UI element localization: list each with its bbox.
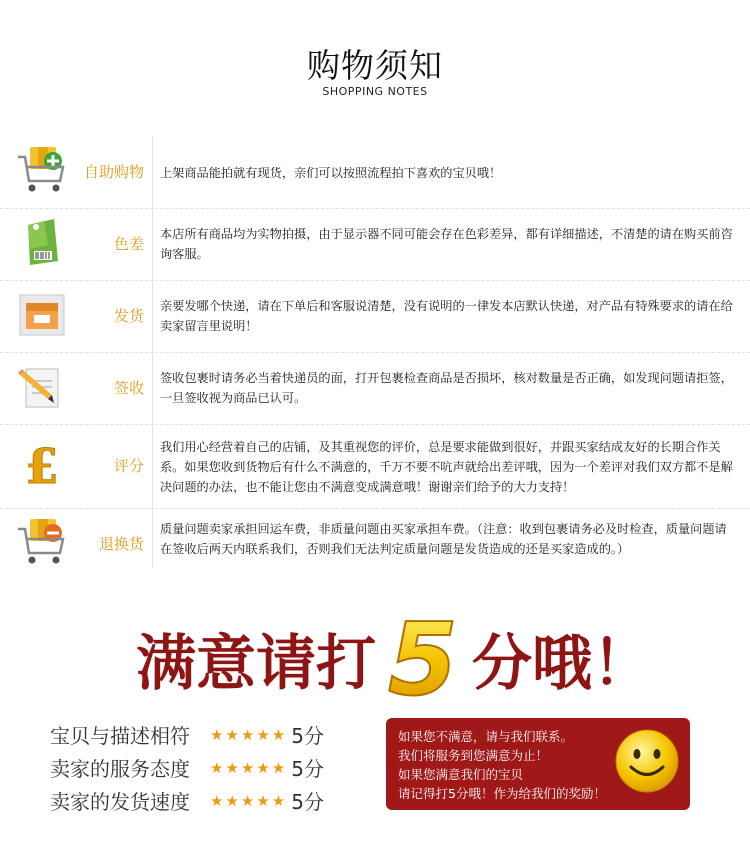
rating-label: 宝贝与描述相符 [50, 724, 190, 748]
star-icons: ★★★★★ [210, 791, 288, 810]
rating-score: 5分 [291, 724, 324, 748]
note-row-rating [0, 425, 750, 509]
note-label: 发货 [113, 307, 144, 325]
note-label: 评分 [113, 457, 144, 475]
note-text: 上架商品能拍就有现货，亲们可以按照流程拍下喜欢的宝贝哦！ [160, 166, 502, 180]
note-label: 自助购物 [83, 163, 144, 181]
rating-row [50, 718, 324, 751]
note-text: 我们用心经营着自己的店铺，及其重视您的评价，总是要求能做到很好，并跟买家结成友好的长期合作关系。如果您收到货物后有什么不满意的，千万不要不吭声就给出差评哦，因为一个差评对我们双方都不是解决问题的办法，也不能让您由不满意变成满意哦！谢谢亲们给予的大力支持！ [160, 440, 733, 494]
message-line: 请记得打5分哦！作为给我们的奖励！ [398, 786, 606, 801]
note-row-shipping [0, 281, 750, 353]
rating-score: 5分 [291, 757, 324, 781]
page-subtitle: SHOPPING NOTES [322, 85, 428, 98]
rating-label: 卖家的发货速度 [50, 790, 190, 814]
note-label: 色差 [113, 235, 144, 253]
note-row-self-service [0, 137, 750, 209]
package-icon [14, 287, 70, 343]
cart-minus-icon [14, 515, 70, 571]
rating-list [50, 718, 324, 817]
note-row-returns [0, 509, 750, 581]
svg-text:£: £ [25, 439, 59, 493]
note-label: 签收 [113, 379, 144, 397]
page-title: 购物须知 [307, 46, 443, 85]
note-text: 质量问题卖家承担回运车费，非质量问题由买家承担车费。（注意：收到包裹请务必及时检查，质量问题请在签收后两天内联系我们，否则我们无法判定质量问题是发货造成的还是买家造成的。） [160, 522, 727, 556]
note-text: 亲要发哪个快递，请在下单后和客服说清楚，没有说明的一律发本店默认快递，对产品有特殊要求的请在给卖家留言里说明！ [160, 299, 733, 333]
banner-number: 5 [388, 601, 458, 710]
rating-row [50, 751, 324, 784]
pencil-document-icon [14, 359, 70, 415]
rating-row [50, 784, 324, 817]
message-line: 我们将服务到您满意为止！ [398, 748, 549, 763]
message-line: 如果您满意我们的宝贝 [398, 767, 524, 782]
cart-plus-icon [14, 143, 70, 199]
rating-banner [0, 600, 750, 710]
note-text: 本店所有商品均为实物拍摄，由于显示器不同可能会存在色彩差异，都有详细描述，不清楚的请在购买前咨询客服。 [160, 227, 733, 261]
contact-message-box [386, 718, 690, 810]
price-tag-icon [14, 215, 70, 271]
note-text: 签收包裹时请务必当着快递员的面，打开包裹检查商品是否损坏，核对数量是否正确，如发现问题请拒签，一旦签收视为商品已认可。 [160, 371, 733, 405]
banner-right-text: 分哦！ [472, 629, 652, 699]
note-label: 退换货 [98, 535, 144, 553]
note-row-receipt [0, 353, 750, 425]
banner-left-text: 满意请打 [136, 629, 376, 699]
star-icons: ★★★★★ [210, 725, 288, 744]
note-row-color-difference [0, 209, 750, 281]
rating-label: 卖家的服务态度 [50, 757, 190, 781]
message-line: 如果您不满意，请与我们联系。 [398, 729, 574, 744]
shopping-notes-list [0, 137, 750, 581]
smiley-face-icon [612, 726, 682, 796]
star-icons: ★★★★★ [210, 758, 288, 777]
pound-coin-icon [14, 437, 70, 493]
rating-score: 5分 [291, 790, 324, 814]
